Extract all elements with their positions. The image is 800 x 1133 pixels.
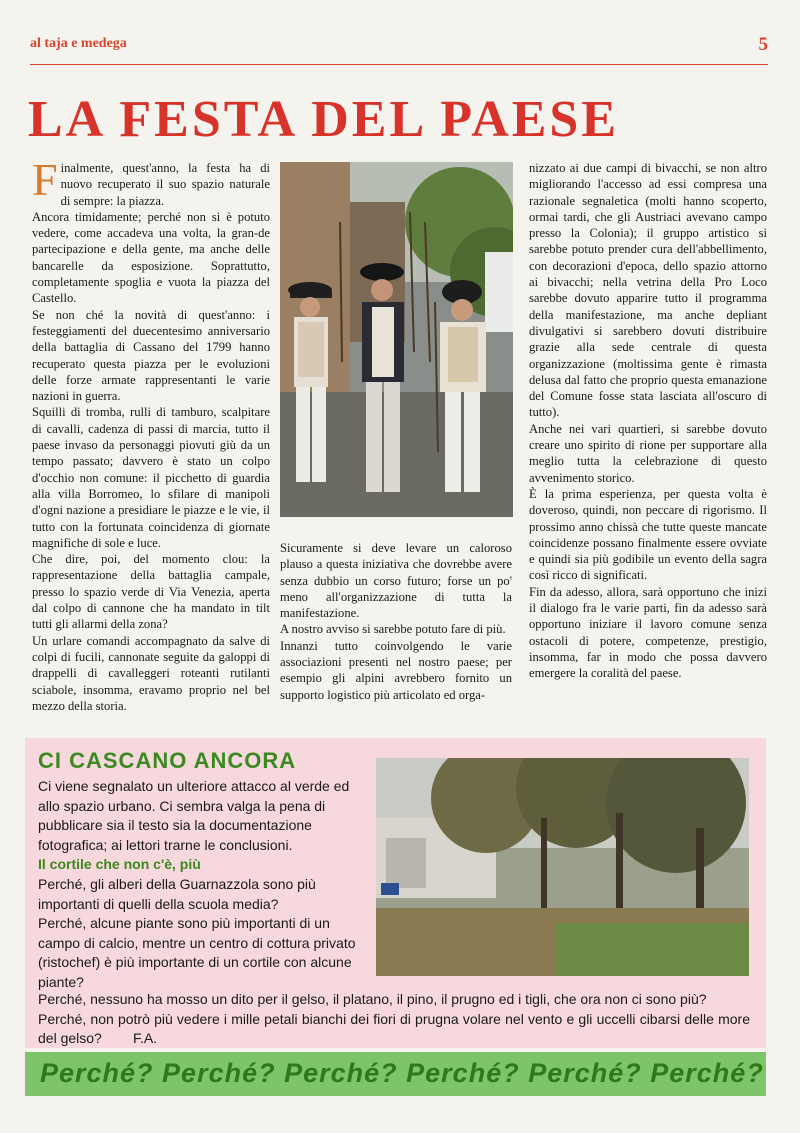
page-header [30, 34, 768, 65]
article-column-3 [529, 160, 767, 682]
box-title: CI CASCANO ANCORA [38, 748, 297, 773]
paragraph: A nostro avviso si sarebbe potuto fare di più. [280, 622, 506, 637]
paragraph: nizzato ai due campi di bivacchi, se non altro migliorando l'accesso ad essi compresa una razionale segnaletica (molti hanno scoperto, ormai tardi, che gli Austriaci avevano campo presso la Colonia); il gruppo artistico si sarebbe potuto prender cura dell'abbellimento, con decorazioni d'epoca, dello spazio attorno ai bivacchi; nella vetrina della Pro Loco sarebbe dovuto apparire tutto il programma della manifestazione, ma anche depliant divulgativi si sarebbero dovuti distribuire grazie alla sede centrale di questa organizzazione (moltissima gente è rimasta delusa dal fatto che proprio questa emanazione del Comune fosse stata lasciata all'oscuro di tutto). [529, 161, 767, 420]
page-number: 5 [758, 34, 768, 55]
article-column-1 [32, 154, 270, 714]
box-question: Perché, gli alberi della Guarnazzola sono più importanti di quelli della scuola media? [38, 875, 316, 912]
box-question: Perché, non potrò più vedere i mille petali bianchi dei fiori di prugna volare nel vento e gli uccelli cibarsi delle more del gelso? F.A. [38, 1010, 750, 1046]
courtyard-photo [376, 758, 749, 976]
paragraph: Che dire, poi, del momento clou: la rappresentazione della battaglia campale, presso lo spazio verde di Via Venezia, aperta dal colpo di cannone che ha mandato in tilt tutti gli allarmi della zona? [32, 552, 270, 632]
signature: F.A. [132, 1030, 158, 1046]
soldiers-photo [280, 162, 513, 517]
running-head: al taja e medega [30, 36, 127, 51]
drop-cap: F [32, 154, 58, 205]
box-text [38, 777, 368, 993]
banner-text: Perché? Perché? Perché? Perché? Perché? Perché? [40, 1058, 764, 1088]
article-column-2 [280, 540, 512, 703]
paragraph: Sicuramente si deve levare un caloroso plauso a questa iniziativa che dovrebbe avere senza dubbio un corso futuro; forse un po' meno all'organizzazione di tutta la manifestazione. [280, 541, 512, 621]
box-text-wide [38, 990, 750, 1049]
paragraph: Anche nei vari quartieri, si sarebbe dovuto creare uno spirito di rione per supportare alla meglio tutta la celebrazione di questo avvenimento storico. [529, 421, 767, 485]
paragraph: Innanzi tutto coinvolgendo le varie associazioni presenti nel nostro paese; per esempio gli alpini avrebbero fornito un supporto logistico più articolato ed orga- [280, 638, 512, 702]
box-intro: Ci viene segnalato un ulteriore attacco al verde ed allo spazio urbano. Ci sembra valga la pena di pubblicare sia il testo sia la documentazione fotografica; ai lettori trarne le conclusioni. [38, 778, 350, 853]
paragraph: È la prima esperienza, per questa volta è doveroso, quindi, non peccare di rigorismo. Il prossimo anno chissà che tutte queste mancate coincidenze possano finalmente essere ovviate e quindi sia più godibile un evento della sagra così ricco di significati. [529, 486, 767, 583]
box-question: Perché, alcune piante sono più importanti di un campo di calcio, mentre un centro di cottura privato (ristochef) è più importante di un cortile con alcune piante? [38, 915, 356, 990]
box-question: Perché, nessuno ha mosso un dito per il gelso, il platano, il pino, il prugno ed i tigli, che ora non ci sono più? [38, 991, 707, 1007]
box-subtitle: Il cortile che non c'è, più [38, 856, 201, 873]
paragraph: Un urlare comandi accompagnato da salve di colpi di fucili, cannonate seguite da galoppi di drappelli di cavalleggeri roteanti rutilanti sciabole, insomma, eravamo proprio nel bel mezzo della storia. [32, 633, 270, 713]
paragraph: Ancora timidamente; perché non si è potuto vedere, come accadeva una volta, la gran-de partecipazione e della gente, ma anche delle bancarelle da esposizione. Soprattutto, completamente spoglia e vuota la piazza del Castello. [32, 209, 270, 306]
paragraph: Se non ché la novità di quest'anno: i festeggiamenti del duecentesimo anniversario della battaglia di Cassano del 1799 hanno recuperato questa piazza per le evoluzioni delle forze armate rappresentanti le varie nazioni in guerra. [32, 307, 270, 404]
article-title: LA FESTA DEL PAESE [28, 91, 620, 148]
paragraph: Fin da adesso, allora, sarà opportuno che inizi il dialogo fra le varie parti, fin da adesso sarà opportuno iniziare il lavoro comune senza ostacoli di potere, competenze, prestigio, insomma, far in modo che possa davvero emergere la coralità del paese. [529, 584, 767, 681]
paragraph: Squilli di tromba, rulli di tamburo, scalpitare di cavalli, cadenza di passi di marcia, tutto il paese invaso da personaggi piovuti giù da un tempo passato; davvero è stato un colpo d'occhio non comune: il picchetto di guardia alla villa Borromeo, lo sfilare di manipoli d'ogni nazione a presidiare le piazze e le vie, il tutto con la fortunata coincidenza di giornate magnifiche di sole e luce. [32, 405, 270, 550]
paragraph: Finalmente, quest'anno, la festa ha di nuovo recuperato il suo spazio naturale di sempre: la piazza. [32, 154, 270, 208]
